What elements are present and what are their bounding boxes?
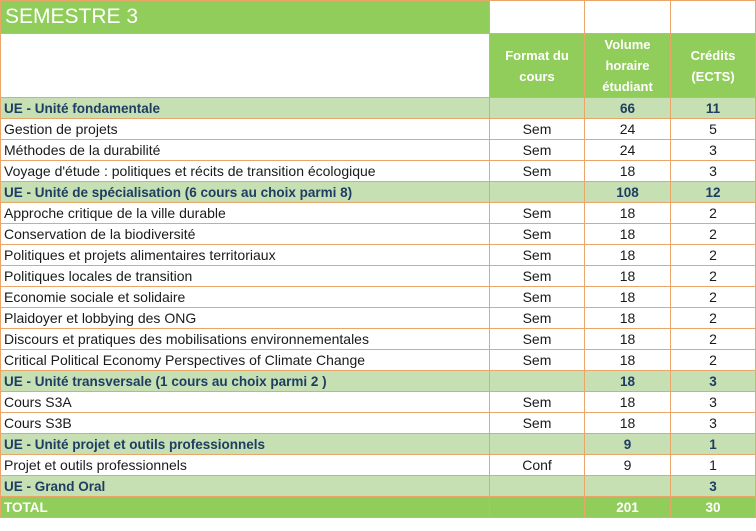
- course-name: Plaidoyer et lobbying des ONG: [1, 308, 490, 329]
- ue-label: UE - Grand Oral: [1, 476, 490, 497]
- ue-row: [1, 182, 756, 203]
- course-format: Sem: [490, 266, 585, 287]
- course-volume: 18: [585, 350, 671, 371]
- course-row: [1, 329, 756, 350]
- ue-label: UE - Unité transversale (1 cours au choix parmi 2 ): [1, 371, 490, 392]
- total-volume: 201: [585, 497, 671, 518]
- course-volume: 18: [585, 308, 671, 329]
- course-name: Projet et outils professionnels: [1, 455, 490, 476]
- course-volume: 18: [585, 287, 671, 308]
- course-credits: 1: [671, 455, 756, 476]
- semester-title: SEMESTRE 3: [1, 1, 490, 34]
- ue-label: UE - Unité projet et outils professionnels: [1, 434, 490, 455]
- header-credits: Crédits (ECTS): [671, 34, 756, 98]
- course-volume: 18: [585, 392, 671, 413]
- course-volume: 9: [585, 455, 671, 476]
- course-credits: 2: [671, 224, 756, 245]
- course-format: Sem: [490, 203, 585, 224]
- course-row: [1, 308, 756, 329]
- course-format: Sem: [490, 392, 585, 413]
- total-credits: 30: [671, 497, 756, 518]
- course-row: [1, 350, 756, 371]
- course-format: Sem: [490, 308, 585, 329]
- course-format: Sem: [490, 413, 585, 434]
- course-row: [1, 203, 756, 224]
- ue-credits: 1: [671, 434, 756, 455]
- course-name: Conservation de la biodiversité: [1, 224, 490, 245]
- course-credits: 2: [671, 266, 756, 287]
- header-row: [1, 34, 756, 98]
- course-credits: 2: [671, 245, 756, 266]
- course-volume: 18: [585, 413, 671, 434]
- course-row: [1, 455, 756, 476]
- course-name: Politiques et projets alimentaires territoriaux: [1, 245, 490, 266]
- ue-label: UE - Unité de spécialisation (6 cours au choix parmi 8): [1, 182, 490, 203]
- course-row: [1, 161, 756, 182]
- total-label: TOTAL: [1, 497, 490, 518]
- course-format: Sem: [490, 161, 585, 182]
- header-volume: Volume horaire étudiant: [585, 34, 671, 98]
- course-format: Sem: [490, 245, 585, 266]
- ue-label: UE - Unité fondamentale: [1, 98, 490, 119]
- course-format: Conf: [490, 455, 585, 476]
- course-row: [1, 140, 756, 161]
- ue-volume: 66: [585, 98, 671, 119]
- course-name: Critical Political Economy Perspectives of Climate Change: [1, 350, 490, 371]
- ue-volume: 9: [585, 434, 671, 455]
- course-name: Méthodes de la durabilité: [1, 140, 490, 161]
- course-volume: 24: [585, 119, 671, 140]
- course-name: Cours S3A: [1, 392, 490, 413]
- course-credits: 2: [671, 287, 756, 308]
- course-name: Cours S3B: [1, 413, 490, 434]
- ue-volume: [585, 476, 671, 497]
- course-credits: 3: [671, 413, 756, 434]
- ue-row: [1, 371, 756, 392]
- course-name: Approche critique de la ville durable: [1, 203, 490, 224]
- course-volume: 18: [585, 245, 671, 266]
- course-name: Gestion de projets: [1, 119, 490, 140]
- course-volume: 18: [585, 266, 671, 287]
- course-format: Sem: [490, 350, 585, 371]
- title-row: [1, 1, 756, 34]
- course-volume: 24: [585, 140, 671, 161]
- course-credits: 3: [671, 140, 756, 161]
- course-row: [1, 287, 756, 308]
- ue-row: [1, 434, 756, 455]
- course-volume: 18: [585, 224, 671, 245]
- ue-credits: 3: [671, 371, 756, 392]
- ue-row: [1, 98, 756, 119]
- course-name: Politiques locales de transition: [1, 266, 490, 287]
- course-format: Sem: [490, 119, 585, 140]
- header-format: Format du cours: [490, 34, 585, 98]
- ue-credits: 11: [671, 98, 756, 119]
- course-row: [1, 392, 756, 413]
- course-credits: 3: [671, 392, 756, 413]
- course-volume: 18: [585, 161, 671, 182]
- course-credits: 5: [671, 119, 756, 140]
- course-name: Voyage d'étude : politiques et récits de transition écologique: [1, 161, 490, 182]
- ue-row: [1, 476, 756, 497]
- course-row: [1, 224, 756, 245]
- course-row: [1, 266, 756, 287]
- ue-credits: 3: [671, 476, 756, 497]
- course-format: Sem: [490, 287, 585, 308]
- course-format: Sem: [490, 329, 585, 350]
- course-credits: 2: [671, 329, 756, 350]
- course-credits: 2: [671, 308, 756, 329]
- course-volume: 18: [585, 203, 671, 224]
- course-format: Sem: [490, 224, 585, 245]
- ue-volume: 18: [585, 371, 671, 392]
- course-credits: 2: [671, 350, 756, 371]
- course-name: Discours et pratiques des mobilisations environnementales: [1, 329, 490, 350]
- course-credits: 3: [671, 161, 756, 182]
- ue-credits: 12: [671, 182, 756, 203]
- total-row: [1, 497, 756, 518]
- course-row: [1, 245, 756, 266]
- course-format: Sem: [490, 140, 585, 161]
- course-row: [1, 413, 756, 434]
- course-name: Economie sociale et solidaire: [1, 287, 490, 308]
- course-volume: 18: [585, 329, 671, 350]
- course-row: [1, 119, 756, 140]
- ue-volume: 108: [585, 182, 671, 203]
- course-credits: 2: [671, 203, 756, 224]
